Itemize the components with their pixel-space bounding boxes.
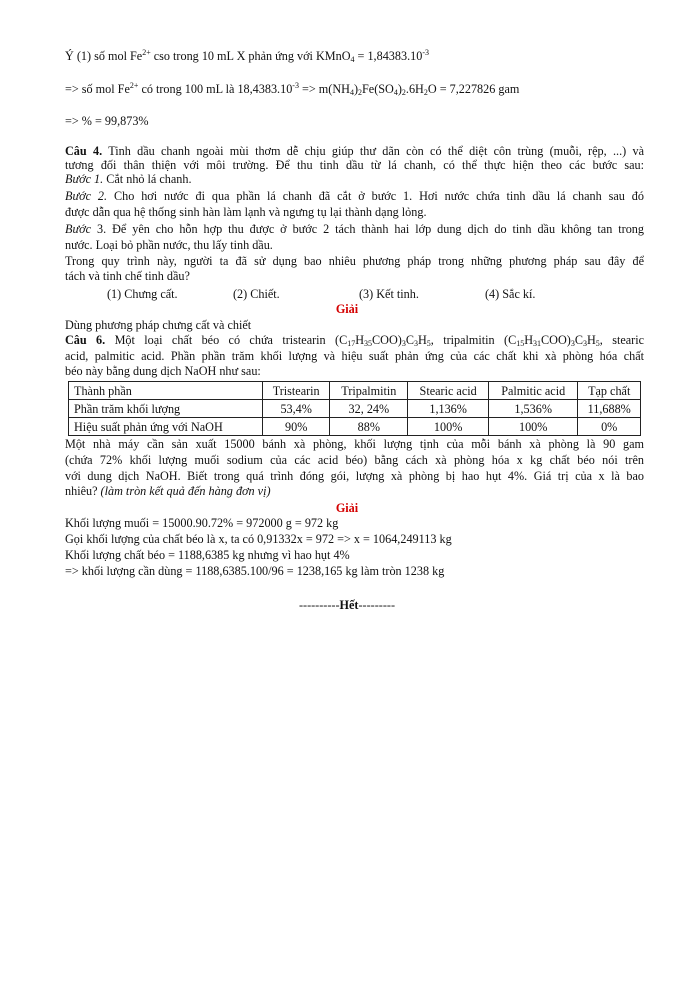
q6-solution-title: Giải: [335, 501, 359, 515]
subscript: 31: [533, 339, 542, 348]
text: => m(NH: [298, 82, 350, 96]
text: H: [417, 333, 427, 347]
text: Cho hơi nước đi qua phần lá chanh đã cắt ở bước 1. Hơi nước chứa tinh dầu lá chanh sau đó: [107, 189, 644, 203]
table-cell: 11,688%: [578, 400, 641, 418]
subscript: 3: [401, 339, 406, 348]
table-header-cell: Tripalmitin: [330, 382, 408, 400]
q4-step-3-cont: nước. Loại bỏ phần nước, thu lấy tinh dầu.: [65, 238, 273, 252]
q6-solution-line: => khối lượng cần dùng = 1188,6385.100/96 = 1238,165 kg làm tròn 1238 kg: [65, 564, 445, 578]
text: .6H: [405, 82, 424, 96]
calc-line-2: [65, 82, 519, 97]
q6-line-3: béo này bằng dung dịch NaOH như sau:: [65, 364, 261, 378]
table-cell: 0%: [578, 418, 641, 436]
text: O = 7,227826 gam: [427, 82, 520, 96]
text: , tripalmitin (C: [430, 333, 517, 347]
calc-line-1: [65, 49, 429, 64]
text: ----------: [298, 598, 340, 612]
table-cell: 53,4%: [263, 400, 330, 418]
option-3: (3) Kết tinh.: [359, 287, 419, 301]
q6-solution-line: Khối lượng chất béo = 1188,6385 kg nhưng vì hao hụt 4%: [65, 548, 350, 562]
text: COO): [372, 333, 402, 347]
superscript: -3: [292, 81, 299, 90]
subscript: 3: [413, 339, 418, 348]
text: 3. Để yên cho hỗn hợp thu được ở bước 2 tách thành hai lớp dung dịch do tinh dầu không tan trong: [91, 222, 644, 236]
q4-step-2-cont: được dẫn qua hệ thống sinh hàn làm lạnh và ngưng tụ lại thành dạng lỏng.: [65, 205, 427, 219]
text: ): [353, 82, 359, 96]
q4-solution-title: Giải: [335, 302, 359, 316]
text: H: [355, 333, 365, 347]
text: Hết: [339, 598, 359, 612]
subscript: 2: [401, 88, 406, 97]
text: (làm tròn kết quả đến hàng đơn vị): [100, 484, 271, 498]
q4-step-2: [65, 189, 644, 204]
superscript: 2+: [129, 81, 139, 90]
data-table: [68, 381, 641, 436]
option-1: (1) Chưng cất.: [107, 287, 178, 301]
text: ): [397, 82, 402, 96]
q6-label: Câu 6.: [65, 333, 106, 347]
q4-ask-cont: tách và tinh chế tinh dầu?: [65, 269, 190, 283]
text: Cắt nhỏ lá chanh.: [103, 172, 192, 186]
superscript: -3: [422, 48, 429, 57]
table-cell: Phần trăm khối lượng: [69, 400, 263, 418]
text: COO): [541, 333, 571, 347]
text: Fe(SO: [362, 82, 394, 96]
table-header-cell: Tạp chất: [578, 382, 641, 400]
option-4: (4) Sắc kí.: [485, 287, 536, 301]
text: Một loại chất béo có chứa tristearin (C: [105, 333, 348, 347]
table-header-cell: Stearic acid: [408, 382, 489, 400]
table-cell: 100%: [488, 418, 577, 436]
table-row: [69, 418, 641, 436]
table-cell: 32, 24%: [330, 400, 408, 418]
text: C: [574, 333, 583, 347]
table-header-cell: Palmitic acid: [488, 382, 577, 400]
q6-para-1: Một nhà máy cần sản xuất 15000 bánh xà phòng, khối lượng tịnh của mỗi bánh xà phòng là 90 gam: [65, 437, 644, 451]
table-header-cell: Tristearin: [263, 382, 330, 400]
end-marker: [0, 598, 694, 613]
subscript: 17: [347, 339, 356, 348]
text: có trong 100 mL là 18,4383.10: [138, 82, 293, 96]
subscript: 15: [516, 339, 525, 348]
step-label: Bước 2.: [65, 189, 108, 203]
text: C: [405, 333, 414, 347]
subscript: 5: [426, 339, 431, 348]
q6-line-1: [65, 333, 644, 348]
table-header-cell: Thành phần: [69, 382, 263, 400]
calc-line-3: => % = 99,873%: [65, 114, 149, 128]
subscript: 2: [423, 88, 428, 97]
subscript: 5: [595, 339, 600, 348]
q4-step-1: [65, 172, 192, 187]
text: Ý (1) số mol Fe: [65, 49, 143, 63]
subscript: 2: [358, 88, 363, 97]
text: cso trong 10 mL X phản ứng với KMnO: [150, 49, 351, 63]
subscript: 3: [570, 339, 575, 348]
q6-solution-line: Khối lượng muối = 15000.90.72% = 972000 g = 972 kg: [65, 516, 339, 530]
q4-answer: Dùng phương pháp chưng cất và chiết: [65, 318, 252, 332]
text: Tinh dầu chanh ngoài mùi thơm dễ chịu giúp thư dãn còn có thể diệt côn trùng (muỗi, rệp, ...) và: [102, 144, 644, 158]
subscript: 4: [393, 88, 398, 97]
subscript: 4: [350, 55, 355, 64]
q6-para-4: [65, 484, 271, 499]
q6-line-2: acid, palmitic acid. Phần phần trăm khối lượng và hiệu suất phản ứng của các chất khi xà phòng hóa chất: [65, 349, 644, 363]
table-header-row: [69, 382, 641, 400]
superscript: 2+: [142, 48, 151, 57]
table-cell: 1,136%: [408, 400, 489, 418]
q4-line-2: tương đối thân thiện với môi trường. Để thu tinh dầu từ lá chanh, có thể thực hiện theo các bước sau:: [65, 158, 644, 172]
text: , stearic: [599, 333, 645, 347]
q6-para-2: (chứa 72% khối lượng muối sodium của các acid béo) bằng cách xà phòng hóa x kg chất béo nói trên: [65, 453, 644, 467]
text: H: [524, 333, 534, 347]
step-label: Bước: [65, 222, 92, 236]
q6-solution-line: Gọi khối lượng của chất béo là x, ta có 0,91332x = 972 => x = 1064,249113 kg: [65, 532, 452, 546]
text: => số mol Fe: [65, 82, 130, 96]
subscript: 4: [349, 88, 354, 97]
table-cell: 90%: [263, 418, 330, 436]
text: H: [586, 333, 596, 347]
table-cell: 100%: [408, 418, 489, 436]
subscript: 35: [364, 339, 373, 348]
table-cell: Hiệu suất phản ứng với NaOH: [69, 418, 263, 436]
subscript: 3: [582, 339, 587, 348]
q4-line-1: [65, 144, 644, 159]
option-2: (2) Chiết.: [233, 287, 280, 301]
q6-para-3: với dung dịch NaOH. Biết trong quá trình đóng gói, lượng xà phòng bị hao hụt 4%. Giá trị của x là bao: [65, 469, 644, 483]
text: ---------: [358, 598, 396, 612]
step-label: Bước 1.: [65, 172, 104, 186]
text: = 1,84383.10: [354, 49, 423, 63]
q4-step-3: [65, 222, 644, 237]
q4-ask: Trong quy trình này, người ta đã sử dụng bao nhiêu phương pháp trong những phương pháp sau đây để: [65, 254, 644, 268]
table-cell: 1,536%: [488, 400, 577, 418]
table-row: [69, 400, 641, 418]
text: nhiêu?: [65, 484, 101, 498]
table-cell: 88%: [330, 418, 408, 436]
q4-label: Câu 4.: [65, 144, 103, 158]
